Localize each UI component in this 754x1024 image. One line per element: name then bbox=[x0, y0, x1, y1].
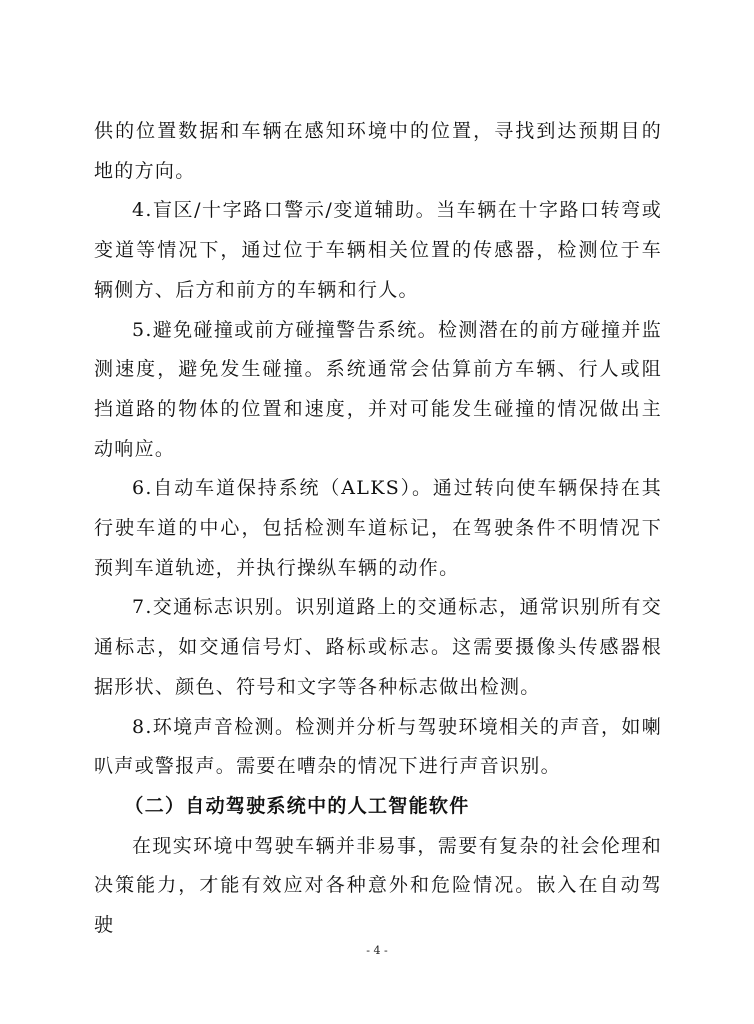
paragraph-blind-spot-assist: 4.盲区/十字路口警示/变道辅助。当车辆在十字路口转弯或变道等情况下，通过位于车辆相关位置的传感器，检测位于车辆侧方、后方和前方的车辆和行人。 bbox=[94, 199, 662, 301]
section-heading: （二）自动驾驶系统中的人工智能软件 bbox=[124, 794, 470, 817]
paragraph-sound-detection: 8.环境声音检测。检测并分析与驾驶环境相关的声音，如喇叭声或警报声。需要在嘈杂的情况下进行声音识别。 bbox=[94, 715, 662, 778]
paragraph-continuation: 供的位置数据和车辆在感知环境中的位置，寻找到达预期目的地的方向。 bbox=[94, 120, 662, 182]
paragraph-lane-keeping: 6.自动车道保持系统（ALKS）。通过转向使车辆保持在其行驶车道的中心，包括检测车道标记，在驾驶条件不明情况下预判车道轨迹，并执行操纵车辆的动作。 bbox=[94, 477, 662, 579]
body-text bbox=[94, 112, 662, 946]
paragraph-ai-software: 在现实环境中驾驶车辆并非易事，需要有复杂的社会伦理和决策能力，才能有效应对各种意外和危险情况。嵌入在自动驾驶 bbox=[94, 834, 662, 937]
paragraph-traffic-sign-recognition: 7.交通标志识别。识别道路上的交通标志，通常识别所有交通标志，如交通信号灯、路标或标志。这需要摄像头传感器根据形状、颜色、符号和文字等各种标志做出检测。 bbox=[94, 596, 662, 698]
paragraph-collision-warning: 5.避免碰撞或前方碰撞警告系统。检测潜在的前方碰撞并监测速度，避免发生碰撞。系统通常会估算前方车辆、行人或阻挡道路的物体的位置和速度，并对可能发生碰撞的情况做出主动响应。 bbox=[94, 318, 662, 460]
page-number: - 4 - bbox=[366, 944, 388, 957]
